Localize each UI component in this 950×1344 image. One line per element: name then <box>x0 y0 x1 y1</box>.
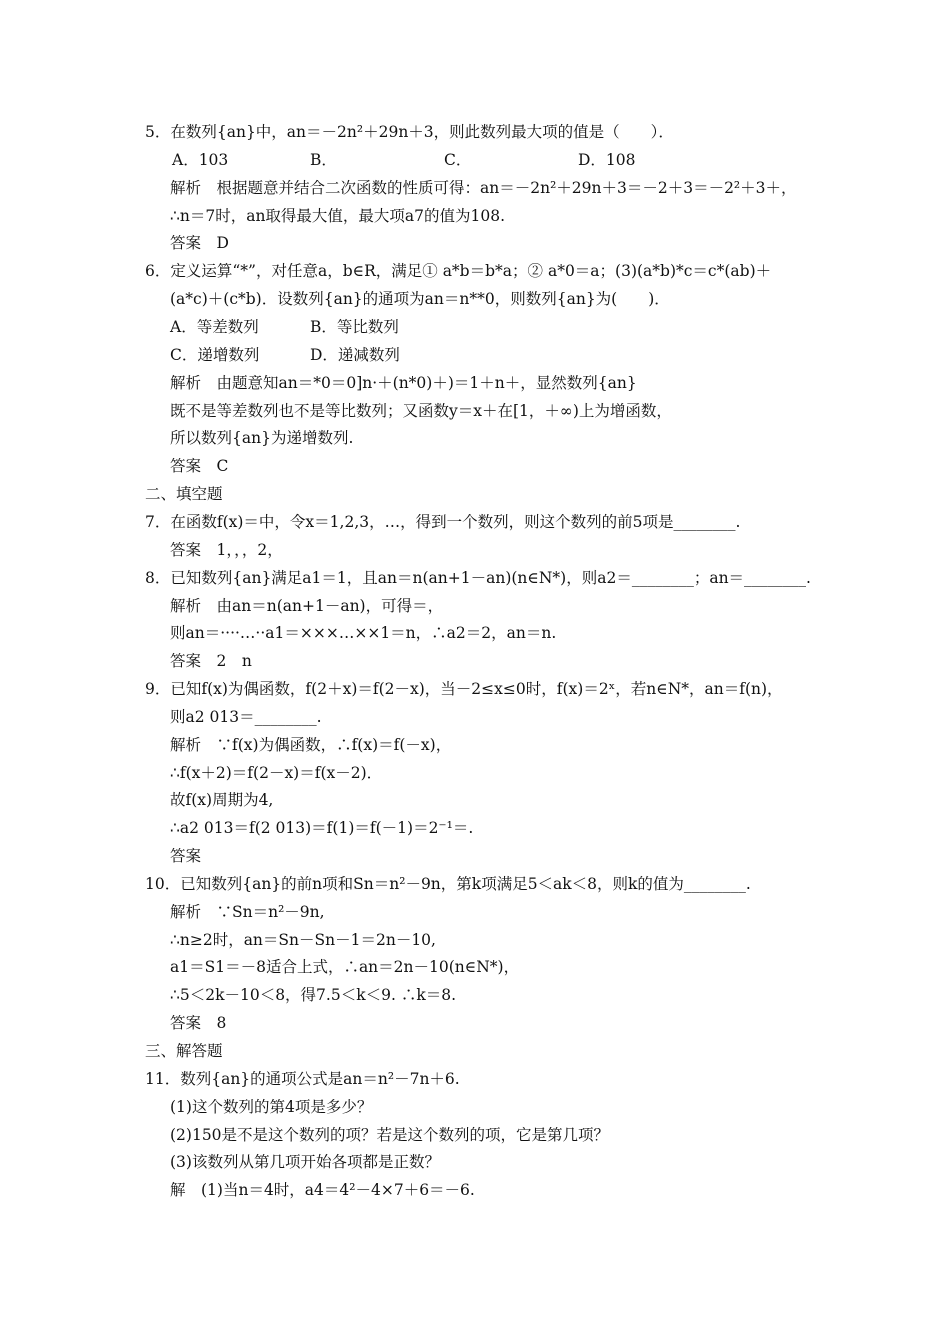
analysis-10-line2: ∴n≥2时，an＝Sn－Sn－1＝2n－10, <box>170 931 436 949</box>
option-5d: D．108 <box>578 151 636 169</box>
answer-6: 答案 C <box>170 457 229 475</box>
answer-5: 答案 D <box>170 234 229 252</box>
question-10: 10．已知数列{an}的前n项和Sn＝n²－9n，第k项满足5＜ak＜8，则k的值为________. <box>145 875 751 893</box>
option-6b: B．等比数列 <box>310 318 399 336</box>
analysis-5-line2: ∴n＝7时，an取得最大值，最大项a7的值为108. <box>170 207 506 225</box>
question-11-part3: (3)该数列从第几项开始各项都是正数？ <box>170 1153 440 1171</box>
analysis-9-line1: 解析 ∵f(x)为偶函数，∴f(x)＝f(－x)， <box>170 736 452 754</box>
question-11: 11．数列{an}的通项公式是an＝n²－7n＋6. <box>145 1070 460 1088</box>
analysis-6-line3: 所以数列{an}为递增数列. <box>170 429 354 447</box>
section-solutions: 三、解答题 <box>145 1042 223 1060</box>
answer-7: 答案 1，，，2， <box>170 541 283 559</box>
section-fill-in: 二、填空题 <box>145 485 223 503</box>
question-6-line1: 6．定义运算“*”，对任意a，b∈R，满足① a*b＝b*a；② a*0＝a；(3)(a*b)*c＝c*(ab)＋ <box>145 262 772 280</box>
analysis-10-line1: 解析 ∵Sn＝n²－9n, <box>170 903 325 921</box>
question-11-part1: (1)这个数列的第4项是多少？ <box>170 1098 373 1116</box>
analysis-6-line1: 解析 由题意知an＝*0＝0]n·＋(n*0)＋)＝1＋n＋，显然数列{an} <box>170 374 637 392</box>
question-8: 8．已知数列{an}满足a1＝1，且an＝n(an+1－an)(n∈N*)，则a2＝________；an＝________. <box>145 569 811 587</box>
option-5c: C． <box>444 151 472 169</box>
question-9-line1: 9．已知f(x)为偶函数，f(2＋x)＝f(2－x)，当－2≤x≤0时，f(x)＝2ˣ，若n∈N*，an＝f(n)， <box>145 680 783 698</box>
option-6c: C．递增数列 <box>170 346 260 364</box>
option-5b: B． <box>310 151 337 169</box>
question-9-line2: 则a2 013＝________. <box>170 708 322 726</box>
analysis-9-line3: 故f(x)周期为4, <box>170 791 274 809</box>
option-6a: A．等差数列 <box>170 318 259 336</box>
analysis-9-line2: ∴f(x＋2)＝f(2－x)＝f(x－2)． <box>170 764 383 782</box>
analysis-10-line4: ∴5＜2k－10＜8，得7.5＜k＜9. ∴k＝8. <box>170 986 457 1004</box>
option-6d: D．递减数列 <box>310 346 400 364</box>
analysis-10-line3: a1＝S1＝－8适合上式，∴an＝2n－10(n∈N*)， <box>170 958 520 976</box>
question-6-line2: (a*c)＋(c*b)．设数列{an}的通项为an＝n**0，则数列{an}为( )． <box>170 290 670 308</box>
answer-8: 答案 2 n <box>170 652 252 670</box>
option-5a: A．103 <box>172 151 229 169</box>
analysis-8-line2: 则an＝····…··a1＝×××…××1＝n，∴a2＝2，an＝n. <box>170 624 557 642</box>
answer-10: 答案 8 <box>170 1014 227 1032</box>
question-5: 5．在数列{an}中，an＝－2n²＋29n＋3，则此数列最大项的值是（ ）． <box>145 123 674 141</box>
question-11-part2: (2)150是不是这个数列的项？若是这个数列的项，它是第几项？ <box>170 1126 610 1144</box>
analysis-8-line1: 解析 由an＝n(an+1－an)，可得＝， <box>170 597 444 615</box>
answer-9: 答案 <box>170 847 202 865</box>
analysis-6-line2: 既不是等差数列也不是等比数列；又函数y＝x＋在[1，＋∞)上为增函数， <box>170 402 672 420</box>
question-7: 7．在函数f(x)＝中，令x＝1,2,3，…，得到一个数列，则这个数列的前5项是________. <box>145 513 741 531</box>
solution-11-line1: 解 (1)当n＝4时，a4＝4²－4×7＋6＝－6. <box>170 1181 475 1199</box>
analysis-5-line1: 解析 根据题意并结合二次函数的性质可得：an＝－2n²＋29n＋3＝－2＋3＝－2²＋3＋， <box>170 179 797 197</box>
analysis-9-line4: ∴a2 013＝f(2 013)＝f(1)＝f(－1)＝2⁻¹＝. <box>170 819 474 837</box>
